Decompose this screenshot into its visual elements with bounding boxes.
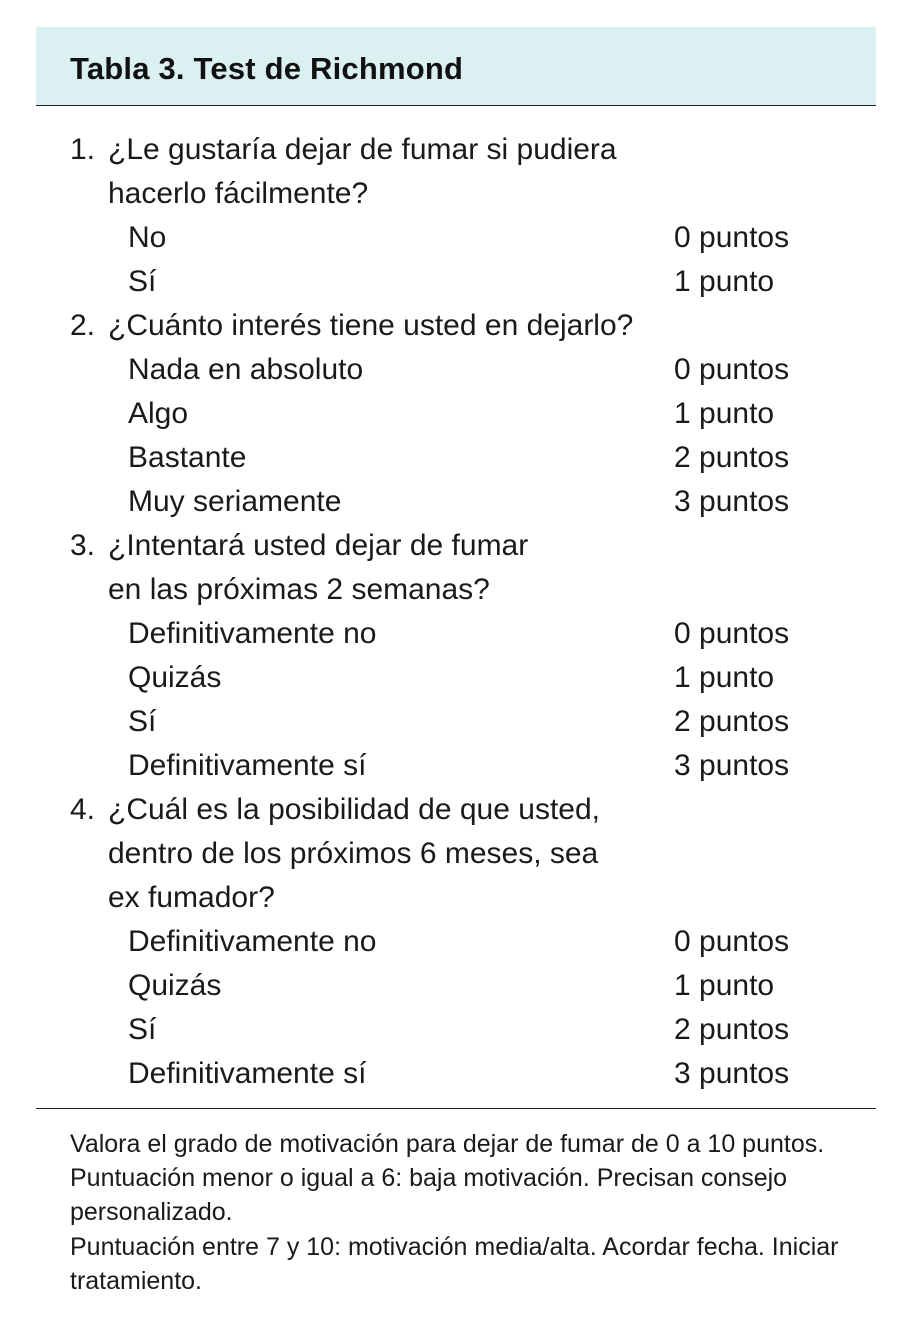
option-label: Sí [128,265,157,298]
question-text: dentro de los próximos 6 meses, sea [108,837,599,870]
option-label: Quizás [128,969,222,1002]
option-row [70,700,850,744]
question-text: ¿Le gustaría dejar de fumar si pudiera [108,133,617,166]
question-3 [70,524,850,788]
question-text: en las próximas 2 semanas? [108,573,490,606]
option-row [70,348,850,392]
option-row [70,1008,850,1052]
option-row [70,480,850,524]
option-label: Sí [128,705,157,738]
option-points: 2 puntos [674,1013,790,1046]
question-1 [70,128,850,304]
option-points: 1 punto [674,397,775,430]
option-label: No [128,221,167,254]
option-row [70,260,850,304]
question-number: 2. [70,309,96,342]
question-number: 4. [70,793,96,826]
option-points: 2 puntos [674,441,790,474]
question-text: ¿Cuál es la posibilidad de que usted, [108,793,600,826]
option-row [70,392,850,436]
option-points: 1 punto [674,265,775,298]
option-points: 0 puntos [674,617,790,650]
table-divider [36,1108,876,1109]
table-header [36,27,876,106]
question-text: ¿Intentará usted dejar de fumar [108,529,529,562]
option-row [70,216,850,260]
option-label: Definitivamente sí [128,1057,367,1090]
option-label: Muy seriamente [128,485,342,518]
option-row [70,920,850,964]
question-number: 1. [70,133,96,166]
note-high-motivation: Puntuación entre 7 y 10: motivación media/alta. Acordar fecha. Iniciar tratamiento. [70,1232,839,1295]
option-label: Nada en absoluto [128,353,364,386]
option-points: 3 puntos [674,1057,790,1090]
question-text: hacerlo fácilmente? [108,177,369,210]
question-text: ¿Cuánto interés tiene usted en dejarlo? [108,309,634,342]
table-notes [70,1127,870,1298]
option-points: 1 punto [674,661,775,694]
option-points: 0 puntos [674,353,790,386]
option-row [70,436,850,480]
option-label: Quizás [128,661,222,694]
option-points: 0 puntos [674,221,790,254]
question-2 [70,304,850,524]
question-number: 3. [70,529,96,562]
note-low-motivation: Puntuación menor o igual a 6: baja motivación. Precisan consejo personalizado. [70,1164,788,1227]
option-row [70,612,850,656]
option-label: Algo [128,397,189,430]
table-body [70,128,850,1096]
option-label: Sí [128,1013,157,1046]
option-points: 1 punto [674,969,775,1002]
option-label: Bastante [128,441,247,474]
option-row [70,964,850,1008]
option-points: 3 puntos [674,485,790,518]
option-points: 2 puntos [674,705,790,738]
option-row [70,656,850,700]
option-label: Definitivamente no [128,617,377,650]
question-text: ex fumador? [108,881,275,914]
option-points: 3 puntos [674,749,790,782]
option-label: Definitivamente no [128,925,377,958]
note-motivation-range: Valora el grado de motivación para dejar de fumar de 0 a 10 puntos. [70,1130,825,1158]
question-4 [70,788,850,1096]
option-label: Definitivamente sí [128,749,367,782]
option-row [70,1052,850,1096]
option-row [70,744,850,788]
table-title: Tabla 3. Test de Richmond [70,51,464,86]
option-points: 0 puntos [674,925,790,958]
